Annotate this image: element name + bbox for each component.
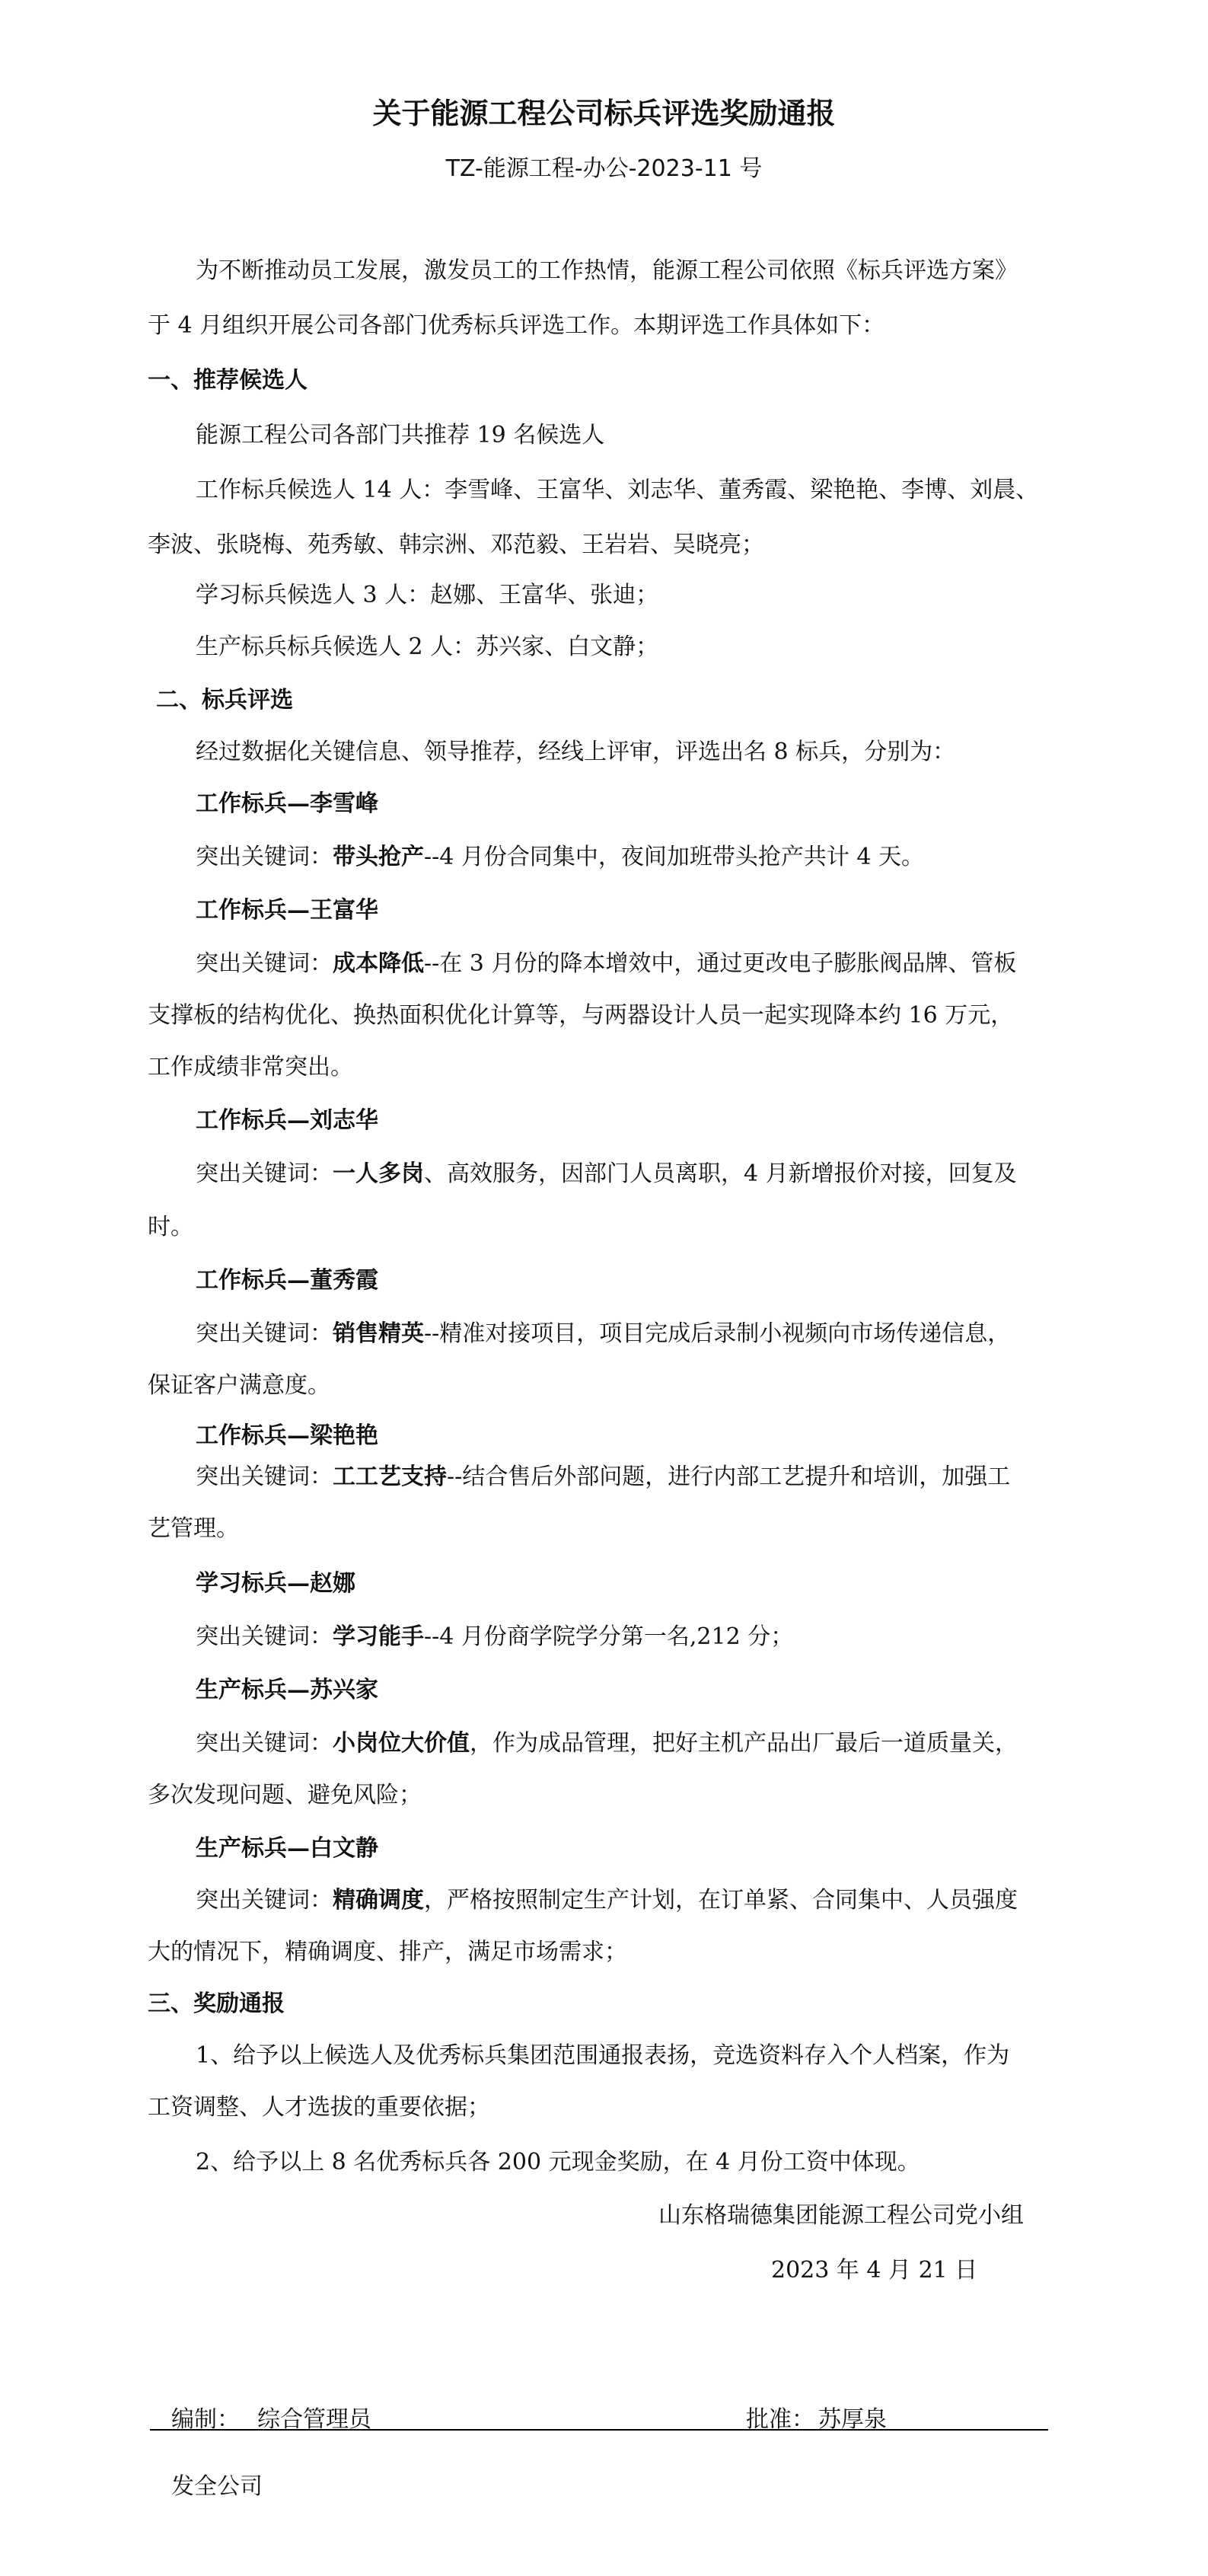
winner-title: 工作标兵—王富华	[196, 897, 378, 924]
work-candidates-line-1: 工作标兵候选人 14 人：李雪峰、王富华、刘志华、董秀霞、梁艳艳、李博、刘晨、	[196, 477, 1039, 503]
keyword-desc: ，严格按照制定生产计划，在订单紧、合同集中、人员强度	[424, 1887, 1018, 1914]
intro-line-2: 于 4 月组织开展公司各部门优秀标兵评选工作。本期评选工作具体如下：	[148, 312, 885, 339]
section1-heading: 一、推荐候选人	[148, 367, 308, 394]
winner-title: 工作标兵—梁艳艳	[196, 1422, 378, 1449]
keyword: 一人多岗	[333, 1160, 424, 1187]
keyword-desc: --在 3 月份的降本增效中，通过更改电子膨胀阀品牌、管板	[424, 950, 1017, 977]
keyword-desc: ，作为成品管理，把好主机产品出厂最后一道质量关，	[470, 1730, 1018, 1757]
intro-line-1: 为不断推动员工发展，激发员工的工作热情，能源工程公司依照《标兵评选方案》	[196, 257, 1018, 284]
keyword-prefix: 突出关键词：	[196, 950, 333, 977]
keyword-desc: --4 月份合同集中，夜间加班带头抢产共计 4 天。	[424, 844, 925, 870]
winner-keyword-line	[196, 838, 924, 871]
keyword-prefix: 突出关键词：	[196, 1464, 333, 1490]
work-candidates-line-2: 李波、张晓梅、苑秀敏、韩宗洲、邓范毅、王岩岩、吴晓亮；	[148, 531, 764, 558]
winner-desc-line: 支撑板的结构优化、换热面积优化计算等，与两器设计人员一起实现降本约 16 万元，	[148, 1002, 1014, 1029]
winner-keyword-line	[196, 1881, 1018, 1914]
keyword: 工工艺支持	[333, 1464, 447, 1490]
section2-heading: 二、标兵评选	[156, 687, 293, 713]
winner-title: 工作标兵—刘志华	[196, 1107, 378, 1134]
keyword-desc: --4 月份商学院学分第一名,212 分；	[424, 1623, 794, 1650]
winner-title: 生产标兵—苏兴家	[196, 1677, 378, 1703]
production-candidates: 生产标兵标兵候选人 2 人：苏兴家、白文静；	[196, 634, 659, 660]
keyword-prefix: 突出关键词：	[196, 1887, 333, 1914]
study-candidates: 学习标兵候选人 3 人：赵娜、王富华、张迪；	[196, 582, 659, 608]
keyword: 精确调度	[333, 1887, 424, 1914]
signature-underline	[150, 2429, 1048, 2431]
winner-desc-line: 艺管理。	[148, 1515, 239, 1542]
keyword-prefix: 突出关键词：	[196, 1320, 333, 1347]
keyword: 学习能手	[333, 1623, 424, 1650]
winner-keyword-line	[196, 1617, 793, 1651]
keyword-prefix: 突出关键词：	[196, 1623, 333, 1650]
section2-intro: 经过数据化关键信息、领导推荐，经线上评审，评选出名 8 标兵，分别为：	[196, 739, 956, 765]
keyword-prefix: 突出关键词：	[196, 844, 333, 870]
winner-keyword-line	[196, 1314, 1010, 1348]
reward-item-1-line-1: 1、给予以上候选人及优秀标兵集团范围通报表扬，竞选资料存入个人档案，作为	[196, 2042, 1010, 2069]
winner-keyword-line	[196, 1154, 1017, 1188]
winner-keyword-line	[196, 944, 1016, 978]
reward-item-2: 2、给予以上 8 名优秀标兵各 200 元现金奖励，在 4 月份工资中体现。	[196, 2149, 920, 2175]
winner-desc-line: 时。	[148, 1214, 193, 1240]
keyword-prefix: 突出关键词：	[196, 1730, 333, 1757]
approved-label: 批准：	[746, 2406, 814, 2433]
keyword-desc: 、高效服务，因部门人员离职，4 月新增报价对接，回复及	[424, 1160, 1017, 1187]
signature-org: 山东格瑞德集团能源工程公司党小组	[658, 2202, 1024, 2229]
winner-desc-line: 多次发现问题、避免风险；	[148, 1782, 422, 1808]
keyword: 销售精英	[333, 1320, 424, 1347]
keyword: 成本降低	[333, 950, 424, 977]
keyword: 小岗位大价值	[333, 1730, 470, 1757]
winner-desc-line: 大的情况下，精确调度、排产，满足市场需求；	[148, 1939, 627, 1965]
distribution-note: 发全公司	[171, 2473, 263, 2500]
section1-total: 能源工程公司各部门共推荐 19 名候选人	[196, 422, 605, 448]
approved-by: 苏厚泉	[818, 2406, 887, 2433]
winner-desc-line: 保证客户满意度。	[148, 1372, 330, 1399]
winner-keyword-line	[196, 1724, 1018, 1757]
winner-title: 工作标兵—李雪峰	[196, 790, 378, 817]
winner-title: 学习标兵—赵娜	[196, 1570, 355, 1597]
document-number: TZ-能源工程-办公-2023-11 号	[445, 155, 763, 182]
signature-date: 2023 年 4 月 21 日	[771, 2257, 978, 2284]
winner-desc-line: 工作成绩非常突出。	[148, 1054, 353, 1081]
winner-title: 工作标兵—董秀霞	[196, 1267, 378, 1294]
keyword: 带头抢产	[333, 844, 424, 870]
document-title: 关于能源工程公司标兵评选奖励通报	[372, 96, 836, 130]
section3-heading: 三、奖励通报	[148, 1990, 285, 2017]
keyword-desc: --精准对接项目，项目完成后录制小视频向市场传递信息，	[424, 1320, 1011, 1347]
winner-keyword-line	[196, 1457, 1010, 1491]
reward-item-1-line-2: 工资调整、人才选拔的重要依据；	[148, 2094, 490, 2121]
keyword-prefix: 突出关键词：	[196, 1160, 333, 1187]
compiled-by: 综合管理员	[257, 2406, 371, 2433]
winner-title: 生产标兵—白文静	[196, 1835, 378, 1862]
compiled-label: 编制：	[171, 2406, 240, 2433]
keyword-desc: --结合售后外部问题，进行内部工艺提升和培训，加强工	[447, 1464, 1011, 1490]
